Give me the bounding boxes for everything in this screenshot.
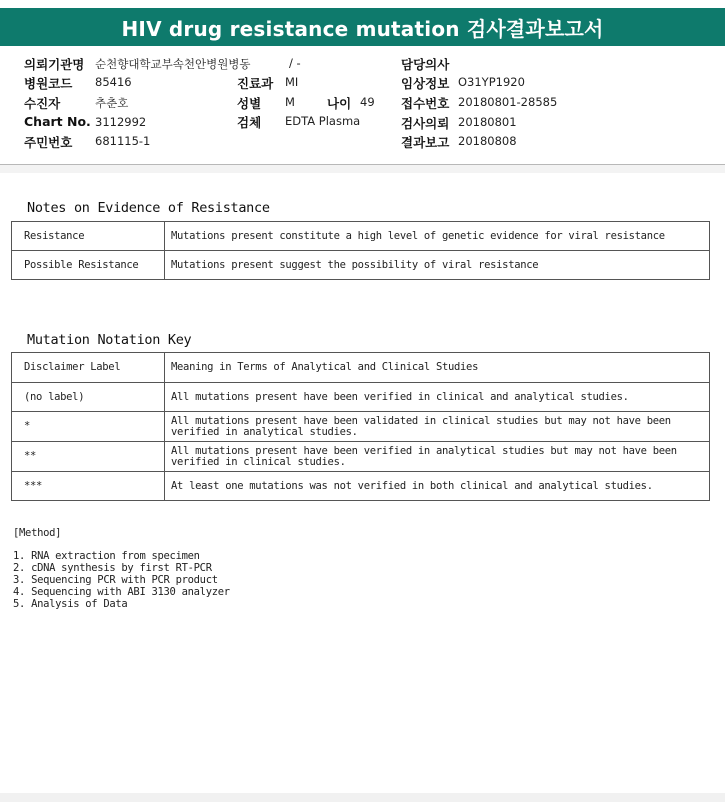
table-row xyxy=(12,472,710,501)
notes-title: Notes on Evidence of Resistance xyxy=(27,200,270,216)
report-label: 결과보고 xyxy=(401,135,450,150)
key-label-cell: (no label) xyxy=(12,383,165,412)
department-value: MI xyxy=(285,75,299,89)
chart-label: Chart No. xyxy=(24,114,91,129)
method-title: [Method] xyxy=(13,527,62,539)
chart-value: 3112992 xyxy=(95,115,147,129)
key-label-cell: ** xyxy=(12,442,165,472)
key-text-cell: All mutations present have been verified in clinical and analytical studies. xyxy=(165,383,710,412)
method-step: 5. Analysis of Data xyxy=(13,598,128,610)
method-section xyxy=(13,527,230,610)
ward-value: / - xyxy=(289,56,301,70)
key-header-text: Meaning in Terms of Analytical and Clinical Studies xyxy=(165,353,710,383)
receipt-label: 접수번호 xyxy=(401,96,450,111)
page-footer-band xyxy=(0,793,725,802)
method-step: 1. RNA extraction from specimen xyxy=(13,550,200,562)
receipt-value: 20180801-28585 xyxy=(458,95,558,109)
key-text-cell: At least one mutations was not verified in both clinical and analytical studies. xyxy=(165,472,710,501)
request-value: 20180801 xyxy=(458,115,517,129)
key-title: Mutation Notation Key xyxy=(27,332,192,348)
method-step: 4. Sequencing with ABI 3130 analyzer xyxy=(13,586,230,598)
report-title: HIV drug resistance mutation 검사결과보고서 xyxy=(0,8,725,46)
hospital-code-value: 85416 xyxy=(95,75,132,89)
age-label: 나이 xyxy=(327,96,352,111)
sex-label: 성별 xyxy=(237,96,262,111)
doctor-label: 담당의사 xyxy=(401,57,450,72)
key-table xyxy=(11,352,710,501)
department-label: 진료과 xyxy=(237,76,274,91)
section-divider xyxy=(0,165,725,173)
notes-label-cell: Resistance xyxy=(12,222,165,251)
sex-value: M xyxy=(285,95,295,109)
institution-value: 순천향대학교부속천안병원병동 xyxy=(95,57,251,71)
notes-label-cell: Possible Resistance xyxy=(12,251,165,280)
patient-label: 수진자 xyxy=(24,96,61,111)
key-text-cell: All mutations present have been verified in analytical studies but may not have been verified in clinical studies. xyxy=(165,442,710,472)
patient-info-section xyxy=(0,46,725,165)
request-label: 검사의뢰 xyxy=(401,116,450,131)
age-value: 49 xyxy=(360,95,375,109)
key-label-cell: * xyxy=(12,412,165,442)
institution-label: 의뢰기관명 xyxy=(24,57,85,72)
specimen-label: 검체 xyxy=(237,115,262,130)
method-step: 2. cDNA synthesis by first RT-PCR xyxy=(13,562,212,574)
id-value: 681115-1 xyxy=(95,134,151,148)
clinical-value: O31YP1920 xyxy=(458,75,525,89)
table-row xyxy=(12,222,710,251)
id-label: 주민번호 xyxy=(24,135,73,150)
patient-value: 추춘호 xyxy=(95,96,129,110)
table-row xyxy=(12,442,710,472)
key-label-cell: *** xyxy=(12,472,165,501)
report-value: 20180808 xyxy=(458,134,517,148)
method-step: 3. Sequencing PCR with PCR product xyxy=(13,574,218,586)
table-row xyxy=(12,383,710,412)
clinical-label: 임상정보 xyxy=(401,76,450,91)
table-row xyxy=(12,251,710,280)
specimen-value: EDTA Plasma xyxy=(285,114,361,128)
key-text-cell: All mutations present have been validated in clinical studies but may not have been verified in analytical studies. xyxy=(165,412,710,442)
hospital-code-label: 병원코드 xyxy=(24,76,73,91)
notes-text-cell: Mutations present suggest the possibility of viral resistance xyxy=(165,251,710,280)
key-header-label: Disclaimer Label xyxy=(12,353,165,383)
table-row xyxy=(12,412,710,442)
notes-text-cell: Mutations present constitute a high level of genetic evidence for viral resistance xyxy=(165,222,710,251)
table-header-row xyxy=(12,353,710,383)
notes-table xyxy=(11,221,710,280)
